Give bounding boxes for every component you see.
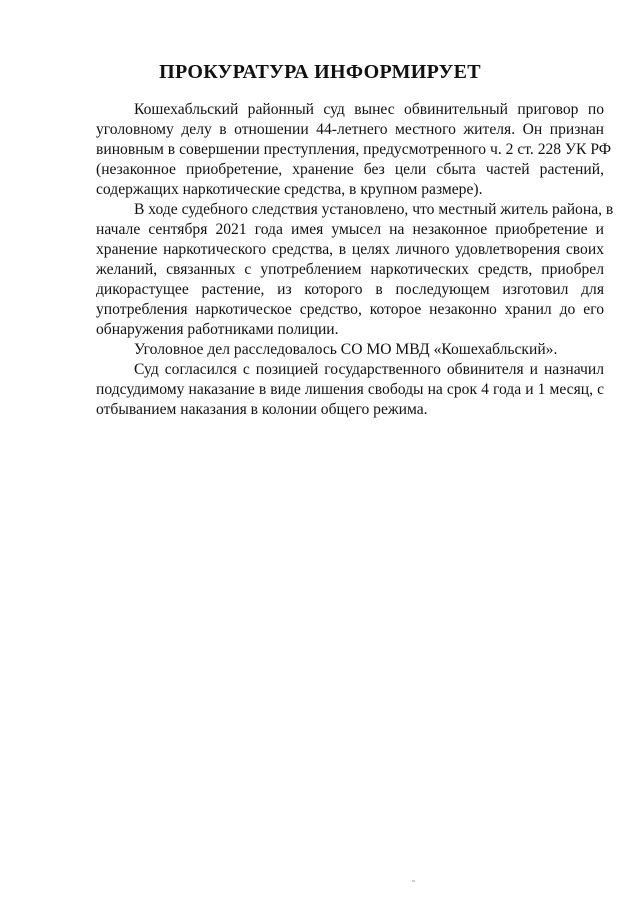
paragraph-2-line-2: начале сентября 2021 года имея умысел на незаконное приобретение и <box>96 221 604 238</box>
paragraph-4-line-3: отбыванием наказания в колонии общего режима. <box>96 401 428 418</box>
paragraph-2-line-7: обнаружения работниками полиции. <box>96 321 339 338</box>
paragraph-2-line-3: хранение наркотического средства, в целях личного удовлетворения своих <box>96 241 604 258</box>
paragraph-2-line-6: употребления наркотическое средство, которое незаконно хранил до его <box>96 301 604 318</box>
document-title: ПРОКУРАТУРА ИНФОРМИРУЕТ <box>159 61 481 83</box>
paragraph-4-line-2: подсудимому наказание в виде лишения свободы на срок 4 года и 1 месяц, с <box>96 381 604 398</box>
scan-speck <box>412 880 415 882</box>
paragraph-1-line-5: содержащих наркотические средства, в крупном размере). <box>96 181 483 198</box>
paragraph-1-line-2: уголовному делу в отношении 44-летнего местного жителя. Он признан <box>96 121 604 138</box>
paragraph-1-line-3: виновным в совершении преступления, предусмотренного ч. 2 ст. 228 УК РФ <box>96 141 612 158</box>
paragraph-1-line-1: Кошехабльский районный суд вынес обвинительный приговор по <box>134 101 604 118</box>
paragraph-2-line-4: желаний, связанных с употреблением наркотических средств, приобрел <box>96 261 604 278</box>
paragraph-2-line-1: В ходе судебного следствия установлено, что местный житель района, в <box>134 201 614 218</box>
paragraph-3-line-1: Уголовное дел расследовалось СО МО МВД «Кошехабльский». <box>134 341 558 358</box>
paragraph-4-line-1: Суд согласился с позицией государственного обвинителя и назначил <box>134 361 604 378</box>
paragraph-2-line-5: дикорастущее растение, из которого в последующем изготовил для <box>96 281 604 298</box>
paragraph-1-line-4: (незаконное приобретение, хранение без цели сбыта частей растений, <box>96 161 604 178</box>
